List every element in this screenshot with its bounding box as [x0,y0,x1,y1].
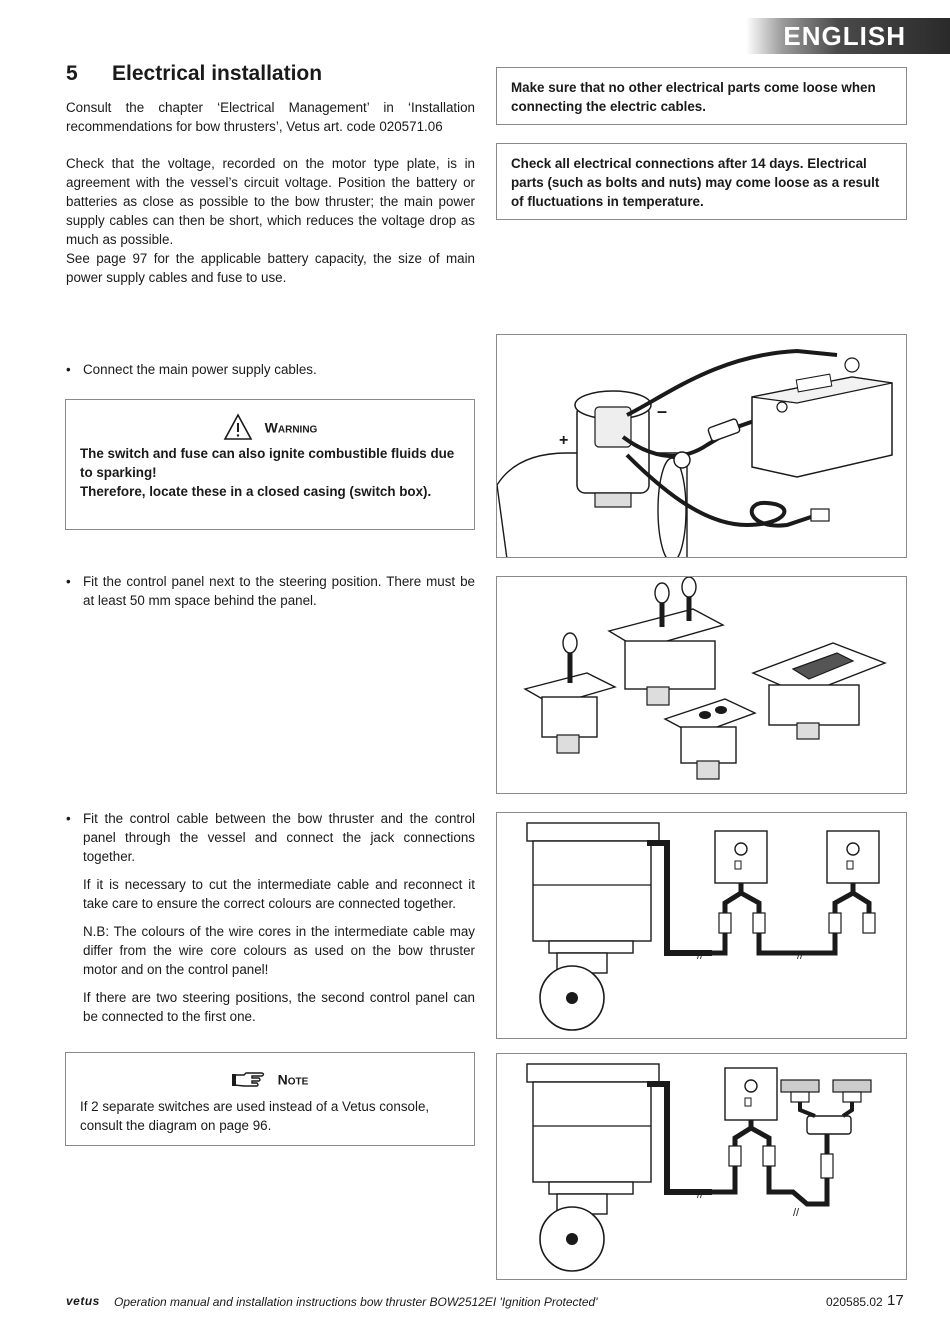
warning-body [66,442,474,501]
bullet-dot: • [66,574,71,589]
jack-connector [753,913,765,933]
caution-note-loose-parts [496,67,907,125]
control-panel [725,1068,777,1120]
section-number: 5 [66,62,78,85]
bullet-paragraph: N.B: The colours of the wire cores in the intermediate cable may differ from the wire core colours as used on the bow thruster motor and on the control panel! [83,924,475,977]
intermediate-cable [647,1084,712,1192]
jack-connector [863,913,875,933]
fuse [708,418,741,441]
warning-line: The switch and fuse can also ignite combustible fluids due to sparking! [80,446,455,480]
caution-note-text: Check all electrical connections after 14 days. Electrical parts (such as bolts and nuts) may come loose as a result of fluctuations in temperature. [511,156,880,209]
warning-box [65,399,475,530]
bullet-dot: • [66,362,71,377]
note-text: If 2 separate switches are used instead of a Vetus console, consult the diagram on page 96. [80,1099,430,1133]
figure-control-panels [496,576,907,794]
page-number: 17 [887,1292,904,1309]
bullet-control-panel [66,572,475,610]
rocker-switch-panel [753,643,885,739]
footer-document-title: Operation manual and installation instructions bow thruster BOW2512EI 'Ignition Protected' [114,1295,598,1309]
bullet-text: Connect the main power supply cables. [83,362,317,377]
single-joystick-panel [525,633,615,753]
warning-title-row [66,412,474,442]
warning-line: Therefore, locate these in a closed casing (switch box). [80,484,432,499]
note-title: Note [277,1071,309,1088]
cable-break-mark: // [697,1189,704,1201]
bow-thruster-drawing [527,823,659,1030]
bullet-paragraph: If it is necessary to cut the intermediate cable and reconnect it take care to ensure the correct colours are connected together. [83,877,475,911]
panel-harness [735,1120,769,1146]
panel-2-harness [835,883,869,913]
control-cable-illustration [497,813,907,1039]
separate-switches [781,1080,871,1102]
bullet-main-power [66,360,475,379]
hull-tube-end [658,458,686,558]
motor-flange [595,493,631,507]
caution-note-text: Make sure that no other electrical parts come loose when connecting the electric cables. [511,80,876,114]
plus-label: + [559,432,569,449]
control-panel-1 [715,831,767,883]
language-tab: ENGLISH [746,18,950,54]
figure-separate-switches-wiring [496,1053,907,1280]
panel-link-cable [712,933,835,953]
relay-box [807,1116,851,1134]
separate-switches-illustration [497,1054,907,1280]
minus-label: – [657,401,668,421]
bullet-text: Fit the control panel next to the steering position. There must be at least 50 mm space behind the panel. [83,574,475,608]
figure-control-cable-wiring [496,812,907,1039]
note-box [65,1052,475,1146]
intermediate-cable [647,843,712,953]
vetus-logo: vetus [66,1294,100,1308]
bow-thruster-drawing [527,1064,659,1271]
jack-connector [729,1146,741,1166]
section-title: Electrical installation [112,62,323,85]
jack-connector [811,509,829,521]
jack-connector [821,1154,833,1178]
cable-break-mark: // [793,1207,800,1219]
warning-title: Warning [264,419,318,436]
note-title-row [66,1067,474,1091]
jack-connector [719,913,731,933]
panel-1-harness [725,883,759,913]
main-switch [674,452,690,468]
pointing-hand-icon [232,1070,266,1088]
intro-paragraph: Consult the chapter ‘Electrical Management’ in ‘Installation recommendations for bow thrusters’, Vetus art. code 020571.06 [66,100,475,134]
control-panel-2 [827,831,879,883]
section-heading [66,62,322,86]
jack-connector [829,913,841,933]
cable-break-mark: // [797,950,804,962]
bullet-control-cable [66,809,475,1035]
main-power-illustration [497,335,907,558]
button-panel [665,699,755,779]
bullet-dot: • [66,811,71,826]
footer-document-code: 020585.02 [826,1295,883,1309]
voltage-paragraph: Check that the voltage, recorded on the motor type plate, is in agreement with the vessel’s circuit voltage. Position the battery or batteries as close as possible to the bow thruster; the main power supply cables can then be short, which reduces the voltage drop as much as possible. [66,156,475,247]
bullet-text [83,809,475,1026]
control-panels-illustration [497,577,907,794]
battery-negative-terminal [845,358,859,372]
bullet-paragraph: If there are two steering positions, the second control panel can be connected to the first one. [83,990,475,1024]
warning-triangle-icon [223,413,253,441]
double-joystick-panel [609,577,723,705]
jack-connector [763,1146,775,1166]
page-reference-paragraph: See page 97 for the applicable battery capacity, the size of main power supply cables and fuse to use. [66,251,475,285]
cable-break-mark: // [697,950,704,962]
caution-note-check-connections [496,143,907,220]
switch-wires [800,1102,852,1116]
bullet-paragraph: Fit the control cable between the bow thruster and the control panel through the vessel and connect the jack connections together. [83,811,475,864]
battery-positive-terminal [777,402,787,412]
figure-main-power-wiring [496,334,907,558]
